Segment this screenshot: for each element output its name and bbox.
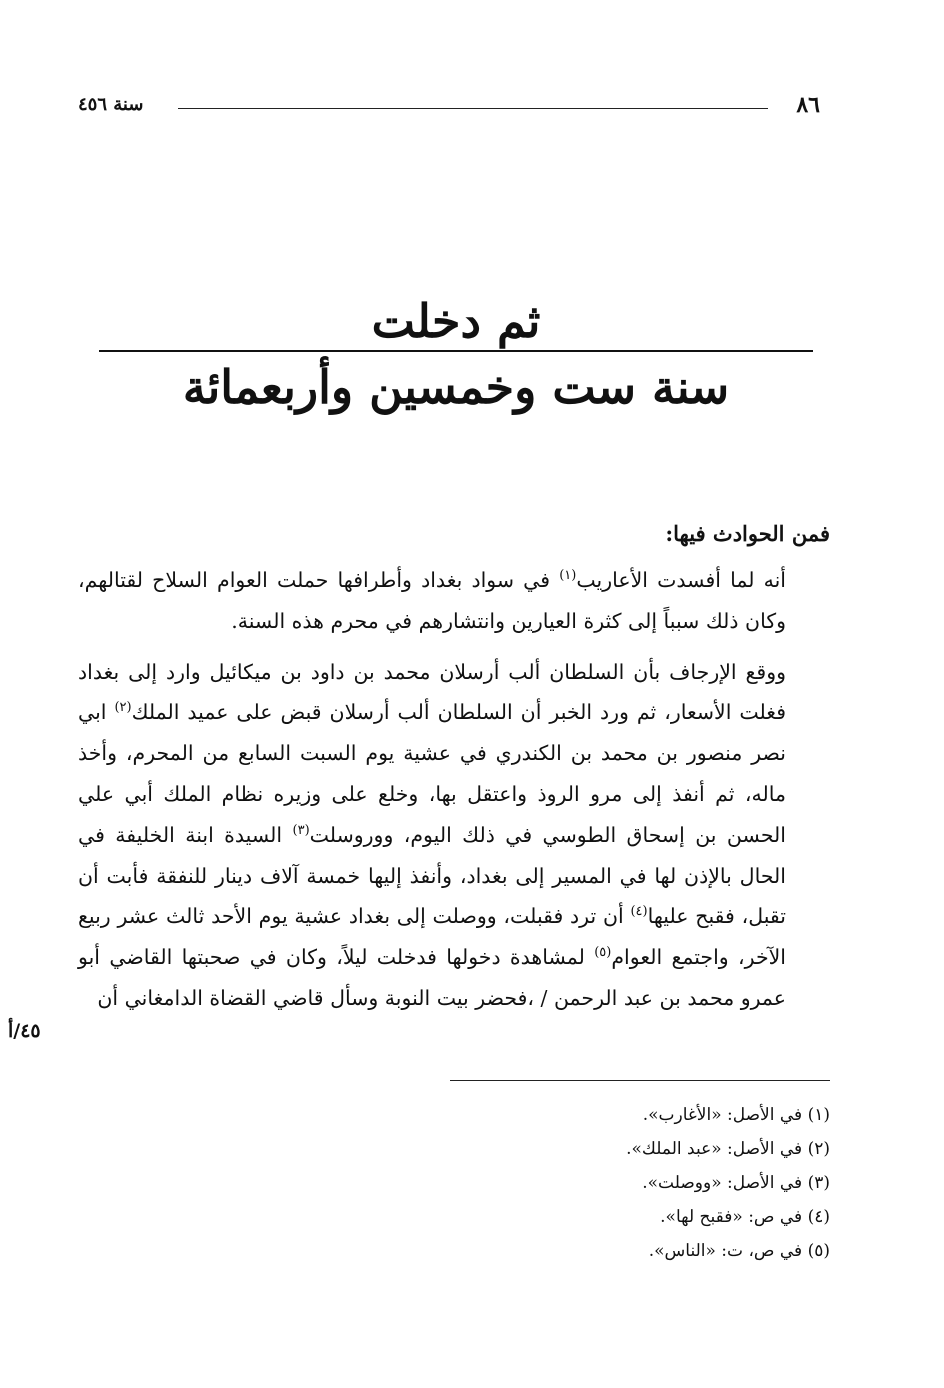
footnote-item: (٥) في ص، ت: «الناس». xyxy=(648,1241,830,1261)
footnote-ref: (٢) xyxy=(114,700,132,716)
main-text xyxy=(78,512,830,1019)
footnote-rule xyxy=(450,1080,830,1081)
paragraph-2 xyxy=(78,652,830,1019)
header-rule xyxy=(178,108,768,109)
chapter-title xyxy=(88,292,824,422)
paragraph-text: ووقع الإرجاف بأن السلطان ألب أرسلان محمد بن داود بن ميكائيل وارد إلى بغداد فغلت الأسعار، ثم ورد الخبر أن السلطان ألب أرسلان قبض على عميد الملك xyxy=(78,659,786,725)
footnote-ref: (١) xyxy=(559,568,577,584)
paragraph-text: لمشاهدة دخولها فدخلت ليلاً، وكان في صحبتها القاضي أبو عمرو محمد بن عبد الرحمن / ،فحضر بيت النوبة وسأل قاضي القضاة الدامغاني أن xyxy=(78,945,786,1010)
paragraph-text: أنه لما أفسدت الأعاريب xyxy=(576,568,786,592)
paragraph-text: في سواد بغداد وأطرافها حملت العوام السلاح لقتالهم، وكان ذلك سبباً إلى كثرة العيارين وانتشارهم في محرم هذه السنة. xyxy=(78,568,786,633)
section-heading: فمن الحوادث فيها: xyxy=(665,521,830,546)
page-number: ٨٦ xyxy=(796,92,820,118)
paragraph-text: ابي نصر منصور بن محمد بن الكندري في عشية يوم السبت السابع من المحرم، وأخذ ماله، ثم أنفذ إلى مرو الروذ واعتقل بها، وخلع على وزيره نظام الملك أبي علي الحسن بن إسحاق الطوسي في ذلك اليوم، ووروسلت xyxy=(78,700,786,847)
title-line-1: ثم دخلت xyxy=(371,294,541,348)
running-title: سنة ٤٥٦ xyxy=(78,94,144,115)
footnotes xyxy=(300,1098,830,1268)
footnote-ref: (٥) xyxy=(594,945,612,961)
footnote-item: (٤) في ص: «فقبح لها». xyxy=(660,1207,830,1227)
footnote-item: (٢) في الأصل: «عبد الملك». xyxy=(626,1139,830,1159)
footnote-item: (١) في الأصل: «الأغارب». xyxy=(642,1105,830,1125)
running-header xyxy=(78,92,820,122)
paragraph-text: أن ترد فقبلت، ووصلت إلى بغداد عشية يوم الأحد ثالث عشر ربيع الآخر، واجتمع العوام xyxy=(78,904,786,970)
title-line-2: سنة ست وخمسين وأربعمائة xyxy=(182,360,730,414)
paragraph-1 xyxy=(78,560,830,642)
paragraph-text: السيدة ابنة الخليفة في الحال بالإذن لها في المسير إلى بغداد، وأنفذ إليها خمسة آلاف دينار للنفقة فأبت أن تقبل، فقبح عليها xyxy=(78,822,786,929)
manuscript-folio-marker: ٤٥/أ xyxy=(8,1020,41,1042)
footnote-ref: (٣) xyxy=(292,822,310,838)
footnote-item: (٣) في الأصل: «ووصلت». xyxy=(642,1173,830,1193)
footnote-ref: (٤) xyxy=(630,904,648,920)
